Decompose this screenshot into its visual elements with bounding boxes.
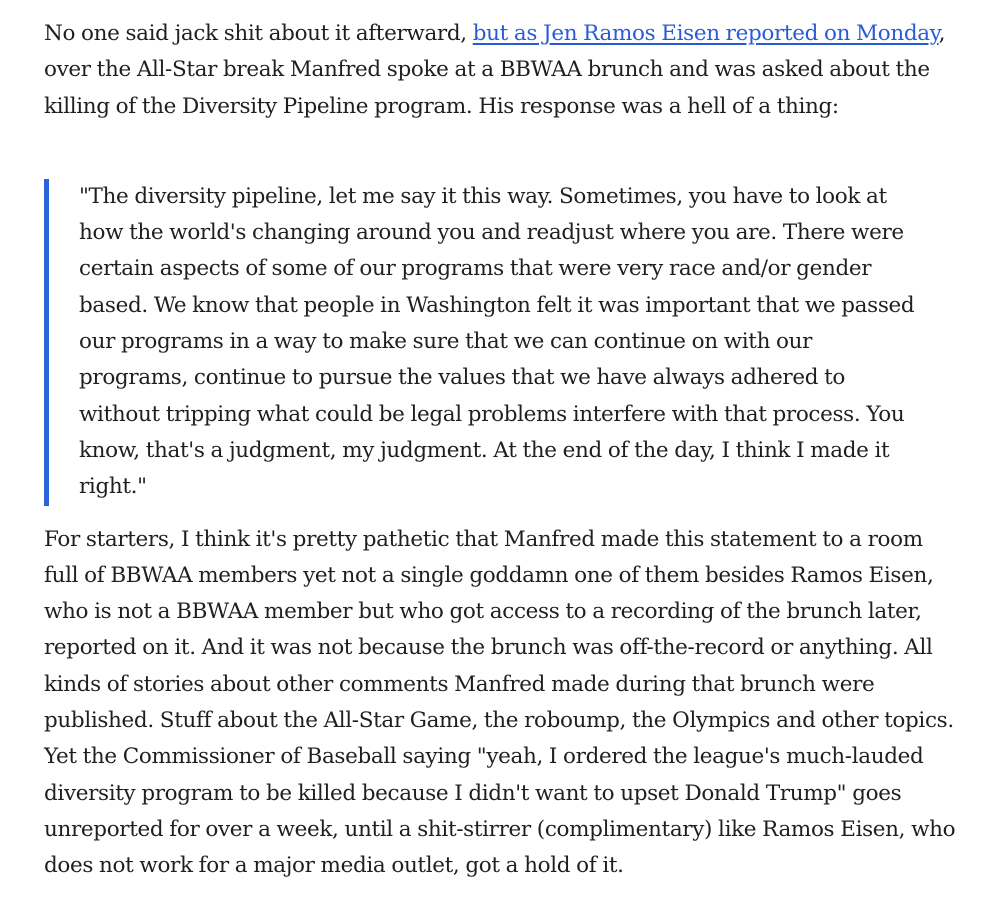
report-link[interactable]: but as Jen Ramos Eisen reported on Monday — [472, 21, 939, 46]
manfred-quote — [44, 179, 916, 506]
commentary-paragraph: For starters, I think it's pretty pathetic that Manfred made this statement to a room full of BBWAA members yet not a single goddamn one of them besides Ramos Eisen, who is not a BBWAA member but who got access to a recording of the brunch later, reported on it. And it was not because the brunch was off-the-record or anything. All kinds of stories about other comments Manfred made during that brunch were published. Stuff about the All-Star Game, the roboump, the Olympics and other topics. Yet the Commissioner of Baseball saying "yeah, I ordered the league's much-lauded diversity program to be killed because I didn't want to upset Donald Trump" goes unreported for over a week, until a shit-stirrer (complimentary) like Ramos Eisen, who does not work for a major media outlet, got a hold of it. — [44, 526, 956, 879]
intro-text-after: , over the All-Star break Manfred spoke at a BBWAA brunch and was asked about the killing of the Diversity Pipeline program. His response was a hell of a thing: — [44, 21, 946, 119]
intro-text-before: No one said jack shit about it afterward, — [44, 21, 473, 46]
intro-paragraph — [44, 16, 956, 125]
quote-text: "The diversity pipeline, let me say it this way. Sometimes, you have to look at how the world's changing around you and readjust where you are. There were certain aspects of some of our programs that were very race and/or gender based. We know that people in Washington felt it was important that we passed our programs in a way to make sure that we can continue on with our programs, continue to pursue the values that we have always adhered to without tripping what could be legal problems interfere with that process. You know, that's a judgment, my judgment. At the end of the day, I think I made it right." — [79, 183, 915, 500]
article-body — [44, 16, 956, 885]
